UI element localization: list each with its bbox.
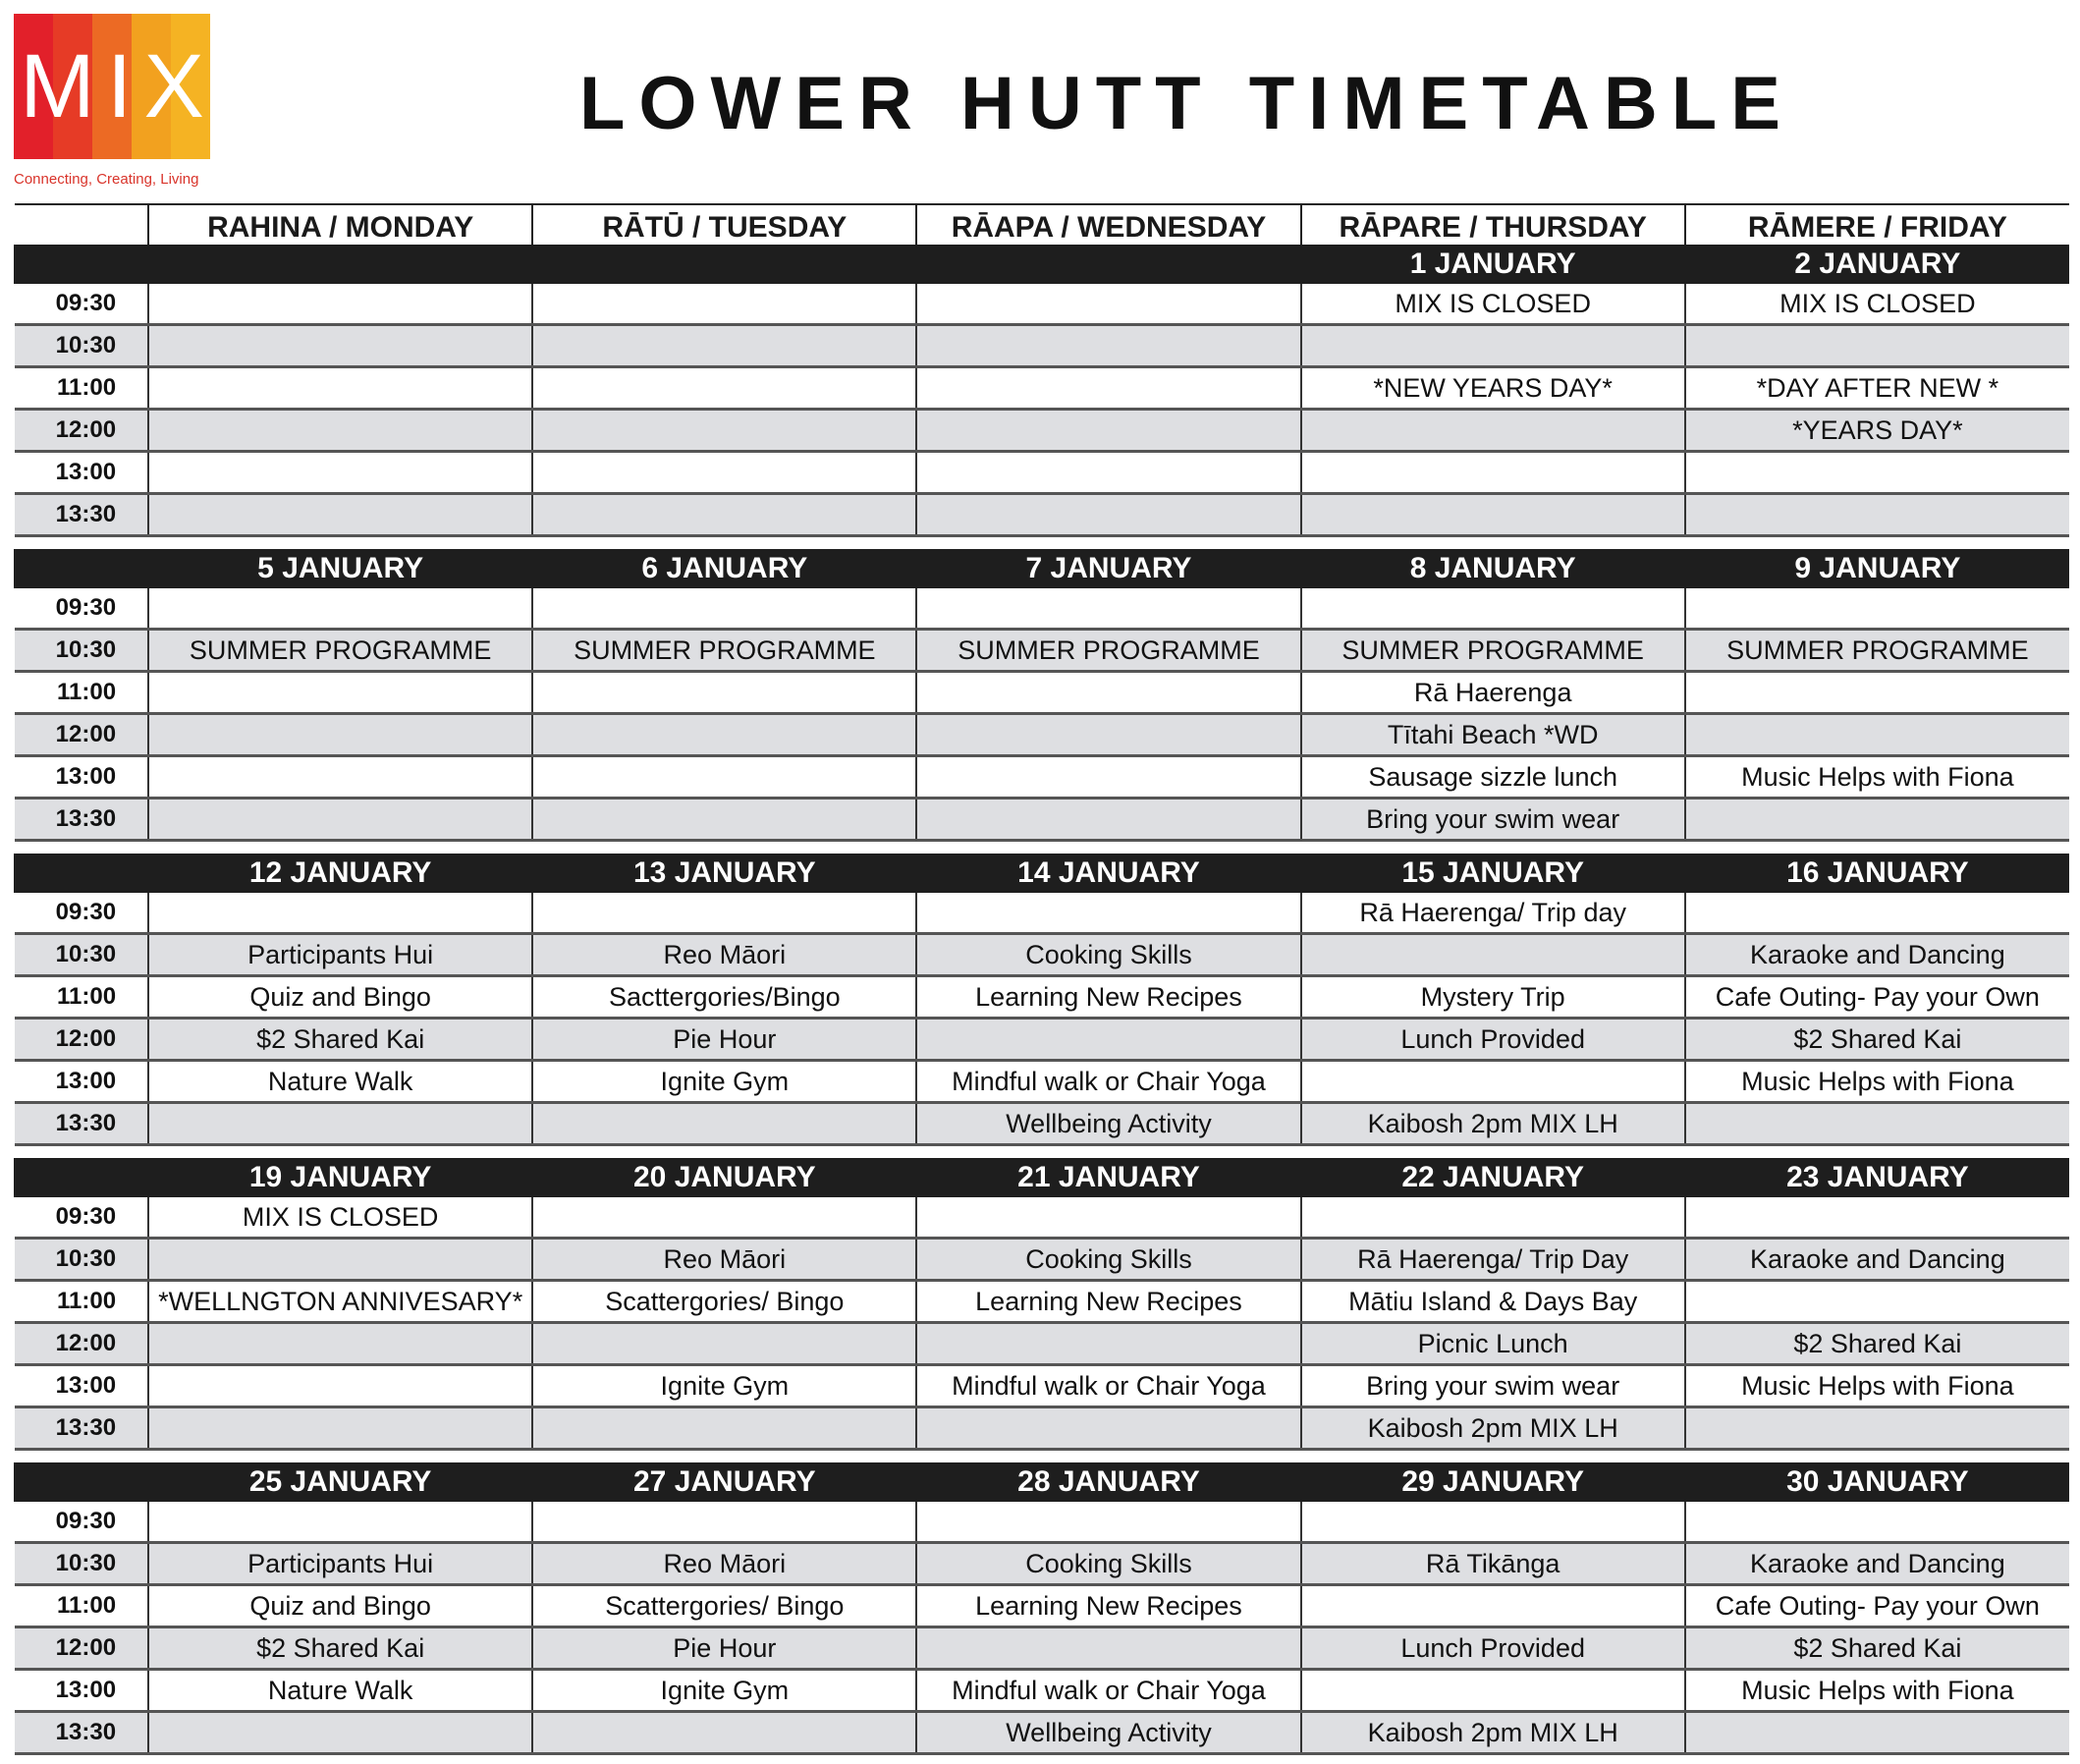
date-cell: 22 JANUARY: [1301, 1158, 1685, 1197]
time-label: 13:30: [15, 799, 148, 841]
activity-cell: [148, 1323, 532, 1365]
logo-letter: I: [106, 35, 133, 137]
activity-cell: Music Helps with Fiona: [1685, 1365, 2069, 1407]
logo-tagline: Connecting, Creating, Living: [14, 171, 199, 188]
activity-cell: [916, 1627, 1300, 1670]
activity-cell: *DAY AFTER NEW *: [1685, 367, 2069, 410]
activity-cell: [1685, 672, 2069, 714]
activity-cell: [916, 452, 1300, 494]
activity-cell: [916, 799, 1300, 841]
week-spacer: [15, 841, 2069, 854]
activity-cell: Pie Hour: [532, 1019, 916, 1061]
activity-cell: [148, 672, 532, 714]
activity-cell: [1301, 1061, 1685, 1103]
activity-cell: Learning New Recipes: [916, 1281, 1300, 1323]
time-slot-row: [15, 1197, 2069, 1239]
date-cell: 27 JANUARY: [532, 1462, 916, 1502]
time-label: 12:00: [15, 410, 148, 452]
activity-cell: [916, 672, 1300, 714]
time-label: 12:00: [15, 714, 148, 756]
time-label: 13:30: [15, 494, 148, 536]
activity-cell: Kaibosh 2pm MIX LH: [1301, 1712, 1685, 1754]
activity-cell: Rā Tikānga: [1301, 1543, 1685, 1585]
activity-cell: [1685, 893, 2069, 934]
day-header: RĀTŪ / TUESDAY: [532, 204, 916, 245]
activity-cell: SUMMER PROGRAMME: [532, 630, 916, 672]
date-row: [15, 245, 2069, 284]
time-label: 11:00: [15, 1585, 148, 1627]
day-header: RĀPARE / THURSDAY: [1301, 204, 1685, 245]
activity-cell: [916, 494, 1300, 536]
activity-cell: [1301, 1585, 1685, 1627]
activity-cell: Bring your swim wear: [1301, 1365, 1685, 1407]
activity-cell: [1685, 1407, 2069, 1450]
date-row: [15, 1158, 2069, 1197]
activity-cell: Rā Haerenga/ Trip day: [1301, 893, 1685, 934]
spacer-cell: [15, 536, 2069, 550]
activity-cell: [1685, 1197, 2069, 1239]
day-header: RĀAPA / WEDNESDAY: [916, 204, 1300, 245]
activity-cell: Wellbeing Activity: [916, 1103, 1300, 1145]
date-cell: [148, 245, 532, 284]
activity-cell: Participants Hui: [148, 1543, 532, 1585]
date-row-time-cell: [15, 1158, 148, 1197]
activity-cell: [148, 1407, 532, 1450]
time-slot-row: [15, 284, 2069, 325]
activity-cell: [532, 1502, 916, 1543]
activity-cell: $2 Shared Kai: [148, 1019, 532, 1061]
activity-cell: [532, 799, 916, 841]
time-slot-row: [15, 1061, 2069, 1103]
activity-cell: [148, 1103, 532, 1145]
date-cell: 16 JANUARY: [1685, 854, 2069, 893]
activity-cell: Bring your swim wear: [1301, 799, 1685, 841]
activity-cell: [916, 284, 1300, 325]
week-spacer: [15, 1145, 2069, 1159]
activity-cell: Mindful walk or Chair Yoga: [916, 1670, 1300, 1712]
activity-cell: SUMMER PROGRAMME: [148, 630, 532, 672]
timetable: [14, 203, 2069, 1755]
activity-cell: [916, 1323, 1300, 1365]
activity-cell: SUMMER PROGRAMME: [916, 630, 1300, 672]
activity-cell: [532, 452, 916, 494]
activity-cell: [532, 756, 916, 799]
time-label: 11:00: [15, 976, 148, 1019]
time-label: 09:30: [15, 284, 148, 325]
date-cell: [916, 245, 1300, 284]
time-label: 09:30: [15, 893, 148, 934]
activity-cell: [148, 714, 532, 756]
activity-cell: Wellbeing Activity: [916, 1712, 1300, 1754]
date-cell: [532, 245, 916, 284]
date-cell: 15 JANUARY: [1301, 854, 1685, 893]
activity-cell: Cooking Skills: [916, 1543, 1300, 1585]
time-label: 09:30: [15, 1197, 148, 1239]
date-cell: 7 JANUARY: [916, 549, 1300, 588]
activity-cell: [916, 325, 1300, 367]
timetable-body: [15, 245, 2069, 1755]
week-spacer: [15, 1450, 2069, 1463]
activity-cell: Mystery Trip: [1301, 976, 1685, 1019]
activity-cell: Karaoke and Dancing: [1685, 1543, 2069, 1585]
date-cell: 25 JANUARY: [148, 1462, 532, 1502]
spacer-cell: [15, 841, 2069, 854]
activity-cell: [916, 893, 1300, 934]
activity-cell: [1685, 494, 2069, 536]
activity-cell: [532, 1407, 916, 1450]
time-label: 09:30: [15, 1502, 148, 1543]
activity-cell: Ignite Gym: [532, 1365, 916, 1407]
activity-cell: Cooking Skills: [916, 1239, 1300, 1281]
activity-cell: [148, 588, 532, 630]
activity-cell: Learning New Recipes: [916, 976, 1300, 1019]
date-row: [15, 1462, 2069, 1502]
activity-cell: [148, 325, 532, 367]
activity-cell: [532, 325, 916, 367]
activity-cell: [532, 367, 916, 410]
activity-cell: Lunch Provided: [1301, 1627, 1685, 1670]
activity-cell: [916, 1502, 1300, 1543]
activity-cell: Sausage sizzle lunch: [1301, 756, 1685, 799]
logo-letter: M: [20, 35, 95, 137]
activity-cell: [1301, 325, 1685, 367]
day-header: RAHINA / MONDAY: [148, 204, 532, 245]
mix-logo: [14, 14, 210, 191]
bottom-border-cell: [15, 1754, 2069, 1756]
activity-cell: Kaibosh 2pm MIX LH: [1301, 1407, 1685, 1450]
page-title: LOWER HUTT TIMETABLE: [579, 62, 1794, 145]
activity-cell: MIX IS CLOSED: [1301, 284, 1685, 325]
activity-cell: Rā Haerenga/ Trip Day: [1301, 1239, 1685, 1281]
activity-cell: [916, 756, 1300, 799]
activity-cell: Learning New Recipes: [916, 1585, 1300, 1627]
activity-cell: Picnic Lunch: [1301, 1323, 1685, 1365]
time-label: 13:00: [15, 1365, 148, 1407]
time-slot-row: [15, 1585, 2069, 1627]
time-slot-row: [15, 799, 2069, 841]
activity-cell: [1301, 410, 1685, 452]
activity-cell: [1685, 1502, 2069, 1543]
activity-cell: [1685, 714, 2069, 756]
activity-cell: [148, 756, 532, 799]
time-label: 11:00: [15, 367, 148, 410]
activity-cell: Reo Māori: [532, 1239, 916, 1281]
date-cell: 1 JANUARY: [1301, 245, 1685, 284]
activity-cell: Scattergories/ Bingo: [532, 1585, 916, 1627]
time-slot-row: [15, 410, 2069, 452]
activity-cell: [532, 410, 916, 452]
time-label: 13:30: [15, 1712, 148, 1754]
time-slot-row: [15, 1407, 2069, 1450]
activity-cell: Music Helps with Fiona: [1685, 756, 2069, 799]
date-cell: 28 JANUARY: [916, 1462, 1300, 1502]
activity-cell: [532, 672, 916, 714]
activity-cell: [1685, 588, 2069, 630]
activity-cell: *NEW YEARS DAY*: [1301, 367, 1685, 410]
table-bottom-border: [15, 1754, 2069, 1756]
activity-cell: Cafe Outing- Pay your Own: [1685, 976, 2069, 1019]
activity-cell: Mātiu Island & Days Bay: [1301, 1281, 1685, 1323]
time-slot-row: [15, 1103, 2069, 1145]
activity-cell: $2 Shared Kai: [1685, 1019, 2069, 1061]
activity-cell: [148, 367, 532, 410]
activity-cell: Cooking Skills: [916, 934, 1300, 976]
logo-letter: X: [143, 35, 204, 137]
activity-cell: $2 Shared Kai: [1685, 1627, 2069, 1670]
logo-letters: [14, 14, 210, 159]
activity-cell: [148, 1712, 532, 1754]
activity-cell: [148, 452, 532, 494]
activity-cell: SUMMER PROGRAMME: [1685, 630, 2069, 672]
time-slot-row: [15, 976, 2069, 1019]
activity-cell: Kaibosh 2pm MIX LH: [1301, 1103, 1685, 1145]
date-cell: 5 JANUARY: [148, 549, 532, 588]
activity-cell: *WELLNGTON ANNIVESARY*: [148, 1281, 532, 1323]
activity-cell: Scattergories/ Bingo: [532, 1281, 916, 1323]
activity-cell: [532, 714, 916, 756]
activity-cell: [1301, 588, 1685, 630]
time-label: 13:00: [15, 452, 148, 494]
time-label: 10:30: [15, 630, 148, 672]
time-header: [15, 204, 148, 245]
time-slot-row: [15, 1323, 2069, 1365]
activity-cell: Reo Māori: [532, 1543, 916, 1585]
time-label: 13:00: [15, 1670, 148, 1712]
time-slot-row: [15, 1670, 2069, 1712]
time-slot-row: [15, 1543, 2069, 1585]
activity-cell: Participants Hui: [148, 934, 532, 976]
activity-cell: Music Helps with Fiona: [1685, 1061, 2069, 1103]
spacer-cell: [15, 1145, 2069, 1159]
date-row: [15, 854, 2069, 893]
time-slot-row: [15, 672, 2069, 714]
activity-cell: Mindful walk or Chair Yoga: [916, 1365, 1300, 1407]
time-slot-row: [15, 1502, 2069, 1543]
date-cell: 2 JANUARY: [1685, 245, 2069, 284]
activity-cell: [1685, 325, 2069, 367]
date-cell: 29 JANUARY: [1301, 1462, 1685, 1502]
date-cell: 20 JANUARY: [532, 1158, 916, 1197]
activity-cell: [1685, 452, 2069, 494]
time-label: 13:00: [15, 1061, 148, 1103]
time-label: 10:30: [15, 325, 148, 367]
activity-cell: [148, 799, 532, 841]
activity-cell: Ignite Gym: [532, 1670, 916, 1712]
activity-cell: [532, 893, 916, 934]
activity-cell: Quiz and Bingo: [148, 976, 532, 1019]
activity-cell: [148, 893, 532, 934]
activity-cell: [532, 588, 916, 630]
activity-cell: [1685, 1281, 2069, 1323]
activity-cell: Mindful walk or Chair Yoga: [916, 1061, 1300, 1103]
time-slot-row: [15, 1281, 2069, 1323]
activity-cell: [1301, 494, 1685, 536]
time-slot-row: [15, 1239, 2069, 1281]
activity-cell: Nature Walk: [148, 1061, 532, 1103]
activity-cell: [916, 367, 1300, 410]
date-cell: 8 JANUARY: [1301, 549, 1685, 588]
week-spacer: [15, 536, 2069, 550]
time-label: 12:00: [15, 1627, 148, 1670]
time-slot-row: [15, 1365, 2069, 1407]
time-slot-row: [15, 1712, 2069, 1754]
time-slot-row: [15, 452, 2069, 494]
time-label: 11:00: [15, 1281, 148, 1323]
activity-cell: MIX IS CLOSED: [1685, 284, 2069, 325]
spacer-cell: [15, 1450, 2069, 1463]
activity-cell: [148, 494, 532, 536]
date-cell: 9 JANUARY: [1685, 549, 2069, 588]
date-cell: 23 JANUARY: [1685, 1158, 2069, 1197]
activity-cell: Music Helps with Fiona: [1685, 1670, 2069, 1712]
time-label: 11:00: [15, 672, 148, 714]
time-slot-row: [15, 325, 2069, 367]
activity-cell: [1301, 1670, 1685, 1712]
date-row: [15, 549, 2069, 588]
date-cell: 12 JANUARY: [148, 854, 532, 893]
activity-cell: [1685, 799, 2069, 841]
time-slot-row: [15, 714, 2069, 756]
activity-cell: Cafe Outing- Pay your Own: [1685, 1585, 2069, 1627]
activity-cell: [916, 588, 1300, 630]
activity-cell: Lunch Provided: [1301, 1019, 1685, 1061]
activity-cell: [532, 1712, 916, 1754]
time-label: 13:30: [15, 1407, 148, 1450]
activity-cell: Tītahi Beach *WD: [1301, 714, 1685, 756]
activity-cell: [532, 284, 916, 325]
time-slot-row: [15, 893, 2069, 934]
activity-cell: [916, 1019, 1300, 1061]
activity-cell: Sacttergories/Bingo: [532, 976, 916, 1019]
activity-cell: Karaoke and Dancing: [1685, 934, 2069, 976]
activity-cell: [148, 1502, 532, 1543]
activity-cell: Quiz and Bingo: [148, 1585, 532, 1627]
activity-cell: $2 Shared Kai: [1685, 1323, 2069, 1365]
activity-cell: [1301, 1502, 1685, 1543]
date-row-time-cell: [15, 854, 148, 893]
activity-cell: Nature Walk: [148, 1670, 532, 1712]
date-cell: 14 JANUARY: [916, 854, 1300, 893]
time-label: 12:00: [15, 1019, 148, 1061]
time-label: 09:30: [15, 588, 148, 630]
activity-cell: [1301, 1197, 1685, 1239]
activity-cell: $2 Shared Kai: [148, 1627, 532, 1670]
activity-cell: [1685, 1712, 2069, 1754]
activity-cell: [532, 1323, 916, 1365]
time-label: 10:30: [15, 934, 148, 976]
day-header-row: [15, 204, 2069, 245]
date-row-time-cell: [15, 1462, 148, 1502]
date-cell: 13 JANUARY: [532, 854, 916, 893]
time-label: 10:30: [15, 1543, 148, 1585]
activity-cell: Rā Haerenga: [1301, 672, 1685, 714]
activity-cell: [916, 1407, 1300, 1450]
time-slot-row: [15, 367, 2069, 410]
time-slot-row: [15, 1019, 2069, 1061]
activity-cell: [532, 494, 916, 536]
activity-cell: [148, 410, 532, 452]
date-row-time-cell: [15, 245, 148, 284]
date-cell: 19 JANUARY: [148, 1158, 532, 1197]
activity-cell: *YEARS DAY*: [1685, 410, 2069, 452]
time-label: 12:00: [15, 1323, 148, 1365]
activity-cell: [1301, 452, 1685, 494]
day-header: RĀMERE / FRIDAY: [1685, 204, 2069, 245]
activity-cell: [1301, 934, 1685, 976]
time-slot-row: [15, 630, 2069, 672]
activity-cell: Pie Hour: [532, 1627, 916, 1670]
time-slot-row: [15, 934, 2069, 976]
activity-cell: [916, 1197, 1300, 1239]
date-cell: 21 JANUARY: [916, 1158, 1300, 1197]
date-cell: 6 JANUARY: [532, 549, 916, 588]
activity-cell: Reo Māori: [532, 934, 916, 976]
activity-cell: [1685, 1103, 2069, 1145]
activity-cell: Ignite Gym: [532, 1061, 916, 1103]
time-slot-row: [15, 588, 2069, 630]
activity-cell: [148, 1239, 532, 1281]
time-slot-row: [15, 1627, 2069, 1670]
activity-cell: SUMMER PROGRAMME: [1301, 630, 1685, 672]
activity-cell: [148, 284, 532, 325]
time-slot-row: [15, 494, 2069, 536]
date-cell: 30 JANUARY: [1685, 1462, 2069, 1502]
time-label: 10:30: [15, 1239, 148, 1281]
activity-cell: [532, 1197, 916, 1239]
date-row-time-cell: [15, 549, 148, 588]
activity-cell: [916, 410, 1300, 452]
activity-cell: MIX IS CLOSED: [148, 1197, 532, 1239]
activity-cell: [148, 1365, 532, 1407]
time-slot-row: [15, 756, 2069, 799]
activity-cell: [916, 714, 1300, 756]
activity-cell: [532, 1103, 916, 1145]
time-label: 13:00: [15, 756, 148, 799]
time-label: 13:30: [15, 1103, 148, 1145]
activity-cell: Karaoke and Dancing: [1685, 1239, 2069, 1281]
